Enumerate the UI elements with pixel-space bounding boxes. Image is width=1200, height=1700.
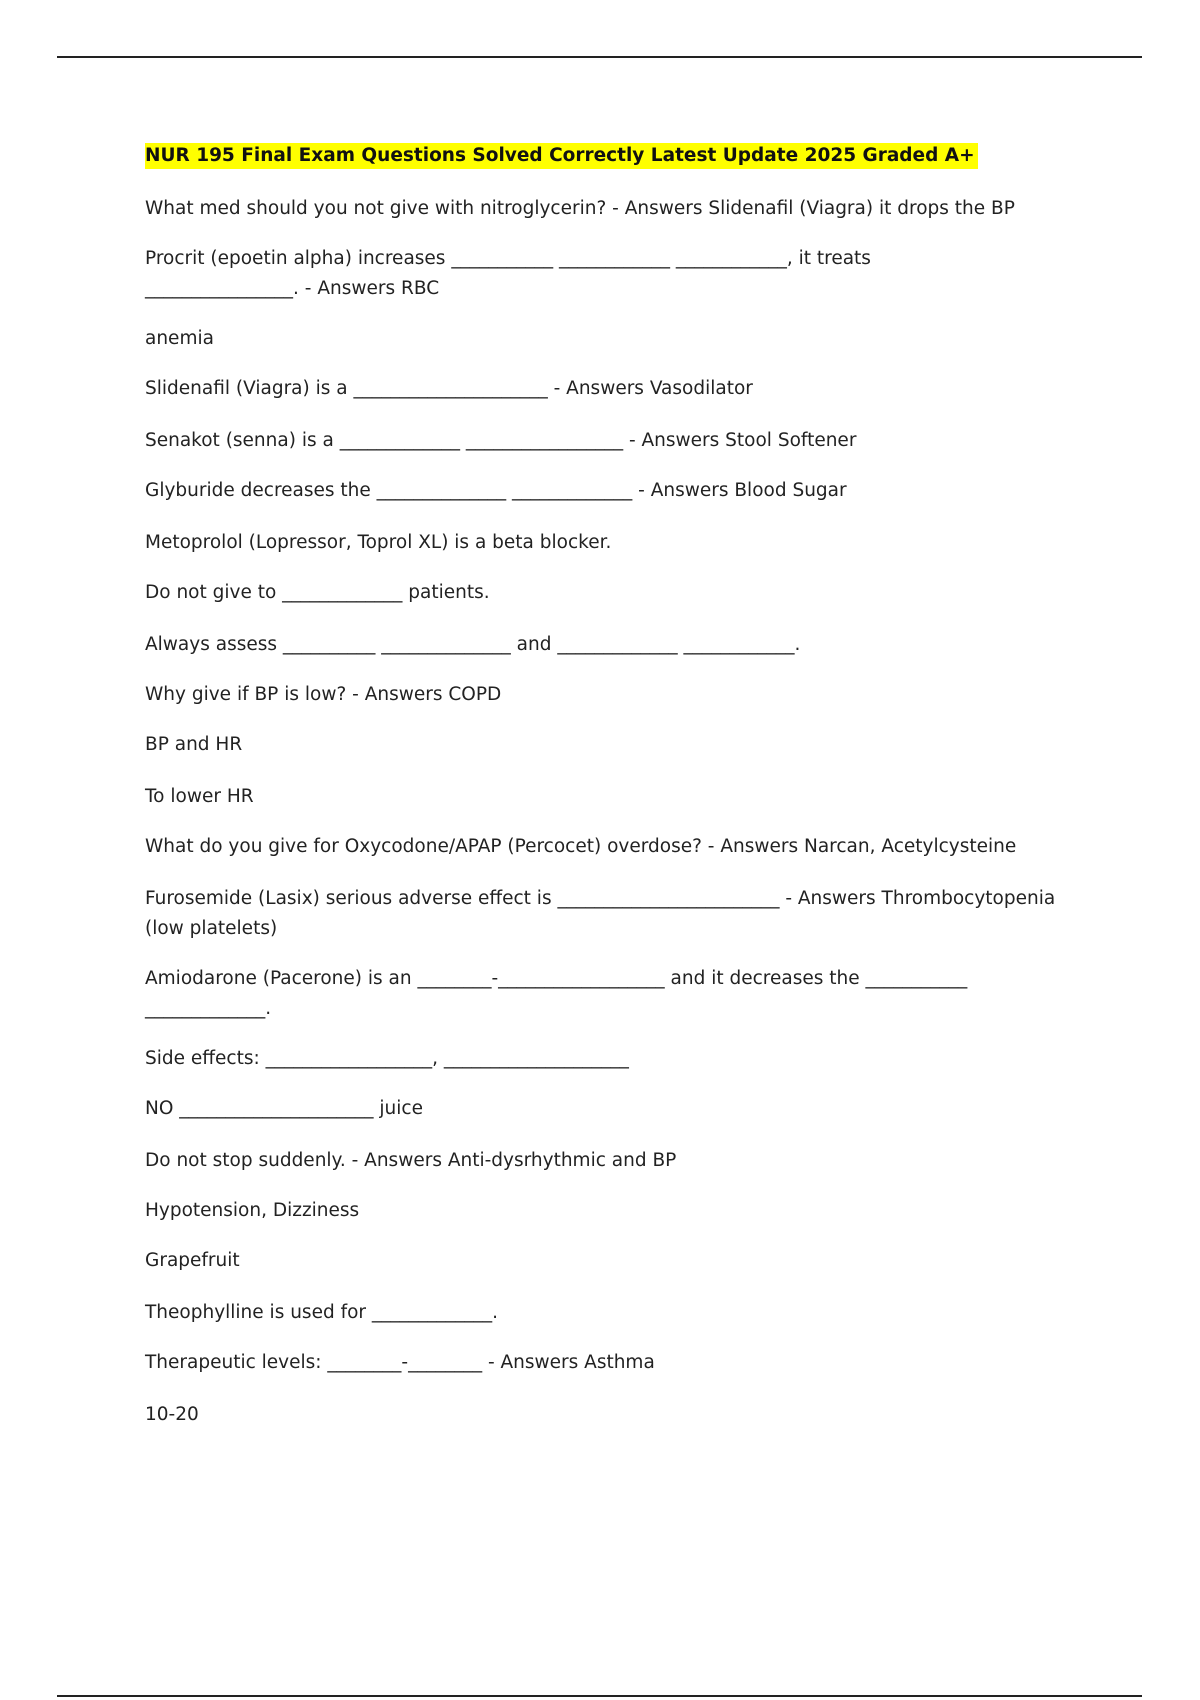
qa-procrit: Procrit (epoetin alpha) increases ___________ ____________ ____________, it treats ________________. - Answers RBC	[145, 248, 871, 299]
answer-anemia: anemia	[145, 328, 214, 349]
statement-do-not-give: Do not give to _____________ patients.	[145, 582, 490, 603]
answer-hypotension: Hypotension, Dizziness	[145, 1200, 360, 1221]
document-body	[145, 143, 1085, 1430]
title-block	[145, 143, 1085, 169]
answer-bp-hr: BP and HR	[145, 734, 243, 755]
document-title: NUR 195 Final Exam Questions Solved Correctly Latest Update 2025 Graded A+	[145, 143, 978, 169]
qa-oxycodone: What do you give for Oxycodone/APAP (Percocet) overdose? - Answers Narcan, Acetylcysteine	[145, 836, 1017, 857]
qa-slidenafil: Slidenafil (Viagra) is a _____________________ - Answers Vasodilator	[145, 378, 753, 399]
statement-theophylline: Theophylline is used for _____________.	[145, 1302, 499, 1323]
qa-therapeutic-levels: Therapeutic levels: ________-________ - Answers Asthma	[145, 1352, 655, 1373]
statement-always-assess: Always assess __________ ______________ and _____________ ____________.	[145, 634, 801, 655]
footer-rule	[57, 1695, 1142, 1697]
qa-why-give: Why give if BP is low? - Answers COPD	[145, 684, 502, 705]
statement-side-effects: Side effects: __________________, ____________________	[145, 1048, 629, 1069]
qa-glyburide: Glyburide decreases the ______________ _____________ - Answers Blood Sugar	[145, 480, 847, 501]
qa-do-not-stop: Do not stop suddenly. - Answers Anti-dysrhythmic and BP	[145, 1150, 677, 1171]
statement-amiodarone: Amiodarone (Pacerone) is an ________-__________________ and it decreases the ___________ _____________.	[145, 968, 968, 1019]
header-rule	[57, 56, 1142, 58]
qa-nitroglycerin: What med should you not give with nitroglycerin? - Answers Slidenafil (Viagra) it drops the BP	[145, 198, 1015, 219]
qa-senakot: Senakot (senna) is a _____________ _________________ - Answers Stool Softener	[145, 430, 857, 451]
answer-level-range: 10-20	[145, 1404, 199, 1425]
statement-no-juice: NO _____________________ juice	[145, 1098, 423, 1119]
answer-grapefruit: Grapefruit	[145, 1250, 240, 1271]
answer-lower-hr: To lower HR	[145, 786, 254, 807]
statement-metoprolol: Metoprolol (Lopressor, Toprol XL) is a beta blocker.	[145, 532, 612, 553]
qa-furosemide: Furosemide (Lasix) serious adverse effect is ________________________ - Answers Thrombocytopenia (low platelets)	[145, 888, 1056, 939]
